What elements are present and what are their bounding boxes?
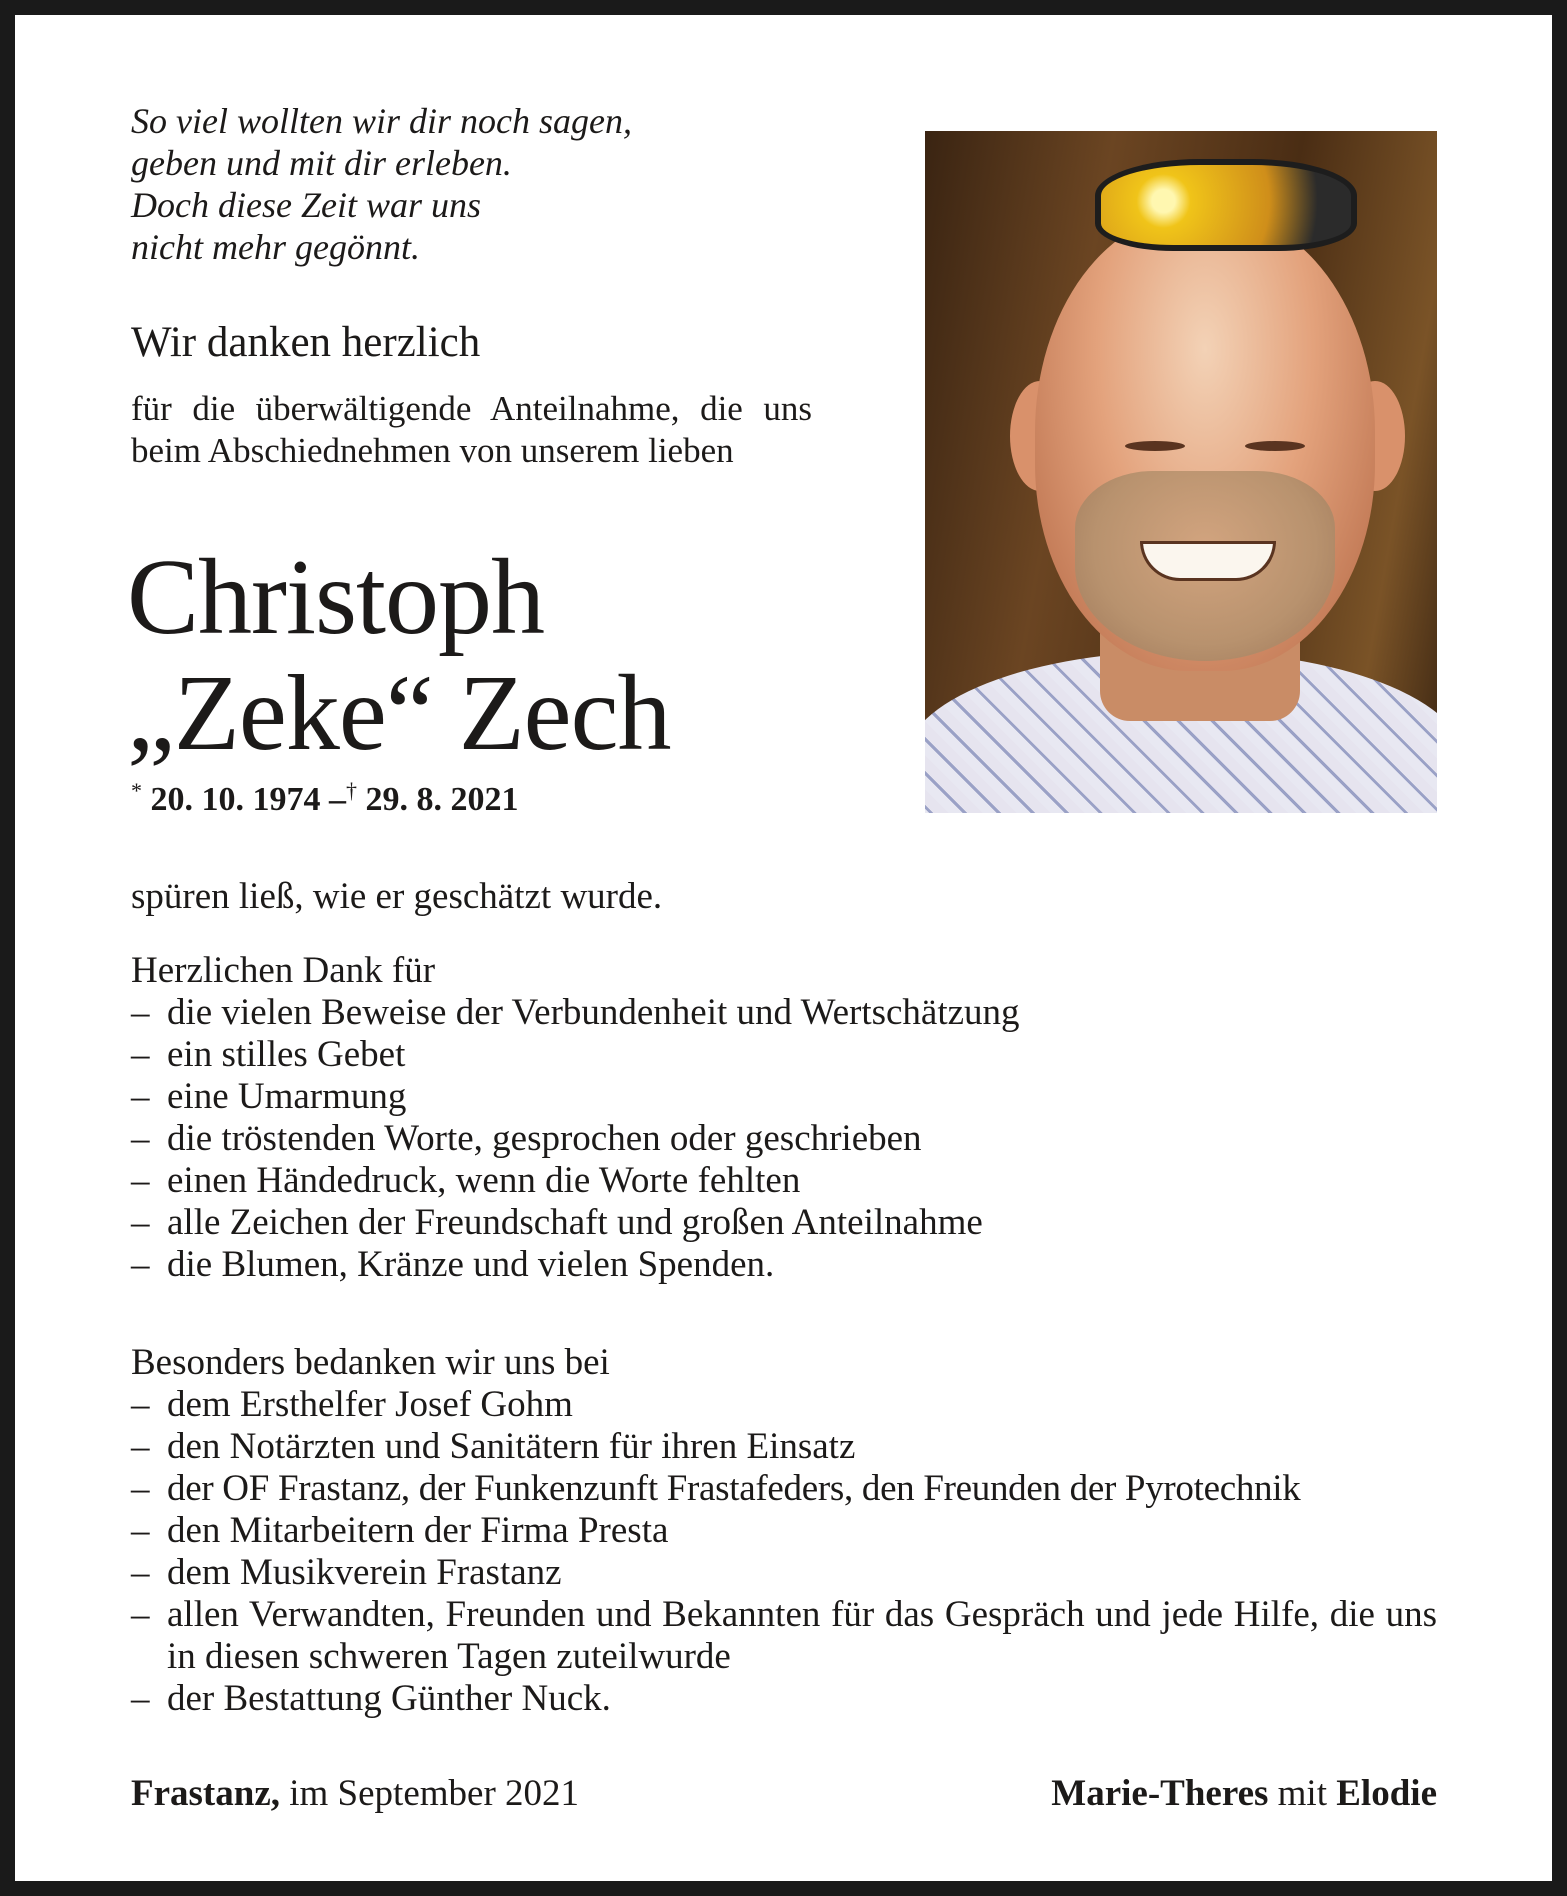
dash: – xyxy=(131,992,150,1033)
name-line-2: „Zeke“ Zech xyxy=(127,654,671,773)
dash: – xyxy=(131,1244,150,1285)
photo-sunglasses xyxy=(1095,159,1357,251)
list-item xyxy=(131,1160,1437,1202)
list-item xyxy=(131,1594,1437,1678)
list-item xyxy=(131,992,1437,1034)
photo-smile xyxy=(1140,541,1276,581)
list-item xyxy=(131,1244,1437,1286)
list-item xyxy=(131,1552,1437,1594)
dash: – xyxy=(131,1160,150,1201)
list-item-text: dem Musikverein Frastanz xyxy=(167,1552,562,1593)
list-item xyxy=(131,1678,1437,1720)
list-item-text: die vielen Beweise der Verbundenheit und Wertschätzung xyxy=(167,992,1020,1033)
special-thanks-list xyxy=(131,1384,1437,1720)
poem-line: So viel wollten wir dir noch sagen, xyxy=(131,101,632,141)
name-line-1: Christoph xyxy=(127,538,545,657)
list-item-text: eine Umarmung xyxy=(167,1076,407,1117)
dash: – xyxy=(131,1384,150,1425)
poem-line: nicht mehr gegönnt. xyxy=(131,227,420,267)
list-item xyxy=(131,1118,1437,1160)
thanks-heading: Wir danken herzlich xyxy=(131,319,481,366)
dash: – xyxy=(131,1076,150,1117)
place-date xyxy=(131,1772,579,1816)
list-item-text: alle Zeichen der Freundschaft und großen Anteilnahme xyxy=(167,1202,983,1243)
dash: – xyxy=(131,1426,150,1467)
death-date: 29. 8. 2021 xyxy=(365,781,519,818)
dash: – xyxy=(131,1202,150,1243)
list-item xyxy=(131,1034,1437,1076)
dash: – xyxy=(131,1678,150,1719)
footer xyxy=(131,1772,1437,1816)
list-item xyxy=(131,1076,1437,1118)
signatory-1: Marie-Theres xyxy=(1051,1773,1269,1814)
special-thanks-section xyxy=(131,1342,1437,1720)
list-item-text: der Bestattung Günther Nuck. xyxy=(167,1678,611,1719)
list-item xyxy=(131,1202,1437,1244)
list-item xyxy=(131,1426,1437,1468)
list-item xyxy=(131,1510,1437,1552)
list-item-text: ein stilles Gebet xyxy=(167,1034,406,1075)
dash: – xyxy=(131,1552,150,1593)
dash: – xyxy=(131,1594,150,1635)
photo-eye xyxy=(1245,441,1305,451)
thanks-list xyxy=(131,992,1437,1286)
section-heading: Herzlichen Dank für xyxy=(131,950,436,991)
birth-symbol: * xyxy=(131,778,142,803)
section-heading: Besonders bedanken wir uns bei xyxy=(131,1342,610,1383)
list-item-text: allen Verwandten, Freunden und Bekannten für das Gespräch und jede Hilfe, die uns in diesen schweren Tagen zuteilwurde xyxy=(167,1594,1437,1677)
list-item xyxy=(131,1468,1437,1510)
deceased-name xyxy=(127,540,671,772)
list-item-text: den Notärzten und Sanitätern für ihren Einsatz xyxy=(167,1426,856,1467)
thanks-section xyxy=(131,950,1437,1286)
date-separator: – xyxy=(329,781,346,818)
list-item-text: einen Händedruck, wenn die Worte fehlten xyxy=(167,1160,801,1201)
place: Frastanz, xyxy=(131,1773,280,1814)
list-item-text: dem Ersthelfer Josef Gohm xyxy=(167,1384,573,1425)
death-symbol: † xyxy=(346,778,357,803)
poem xyxy=(131,100,851,268)
list-item-text: die tröstenden Worte, gesprochen oder geschrieben xyxy=(167,1118,922,1159)
signatory-2: Elodie xyxy=(1336,1773,1437,1814)
after-name-text: spüren ließ, wie er geschätzt wurde. xyxy=(131,876,663,917)
dash: – xyxy=(131,1468,150,1509)
signatories xyxy=(1051,1772,1437,1816)
list-item xyxy=(131,1384,1437,1426)
life-dates xyxy=(131,778,519,819)
connector: mit xyxy=(1277,1773,1327,1814)
date-text: im September 2021 xyxy=(289,1773,580,1814)
poem-line: geben und mit dir erleben. xyxy=(131,143,512,183)
dash: – xyxy=(131,1034,150,1075)
intro-paragraph: für die überwältigende Anteilnahme, die uns beim Abschiednehmen von unserem lieben xyxy=(131,389,812,470)
list-item-text: der OF Frastanz, der Funkenzunft Frastafeders, den Freunden der Pyrotechnik xyxy=(167,1468,1301,1509)
dash: – xyxy=(131,1118,150,1159)
portrait-photo xyxy=(925,131,1437,813)
dash: – xyxy=(131,1510,150,1551)
birth-date: 20. 10. 1974 xyxy=(150,781,321,818)
list-item-text: den Mitarbeitern der Firma Presta xyxy=(167,1510,669,1551)
photo-eye xyxy=(1125,441,1185,451)
poem-line: Doch diese Zeit war uns xyxy=(131,185,481,225)
list-item-text: die Blumen, Kränze und vielen Spenden. xyxy=(167,1244,775,1285)
